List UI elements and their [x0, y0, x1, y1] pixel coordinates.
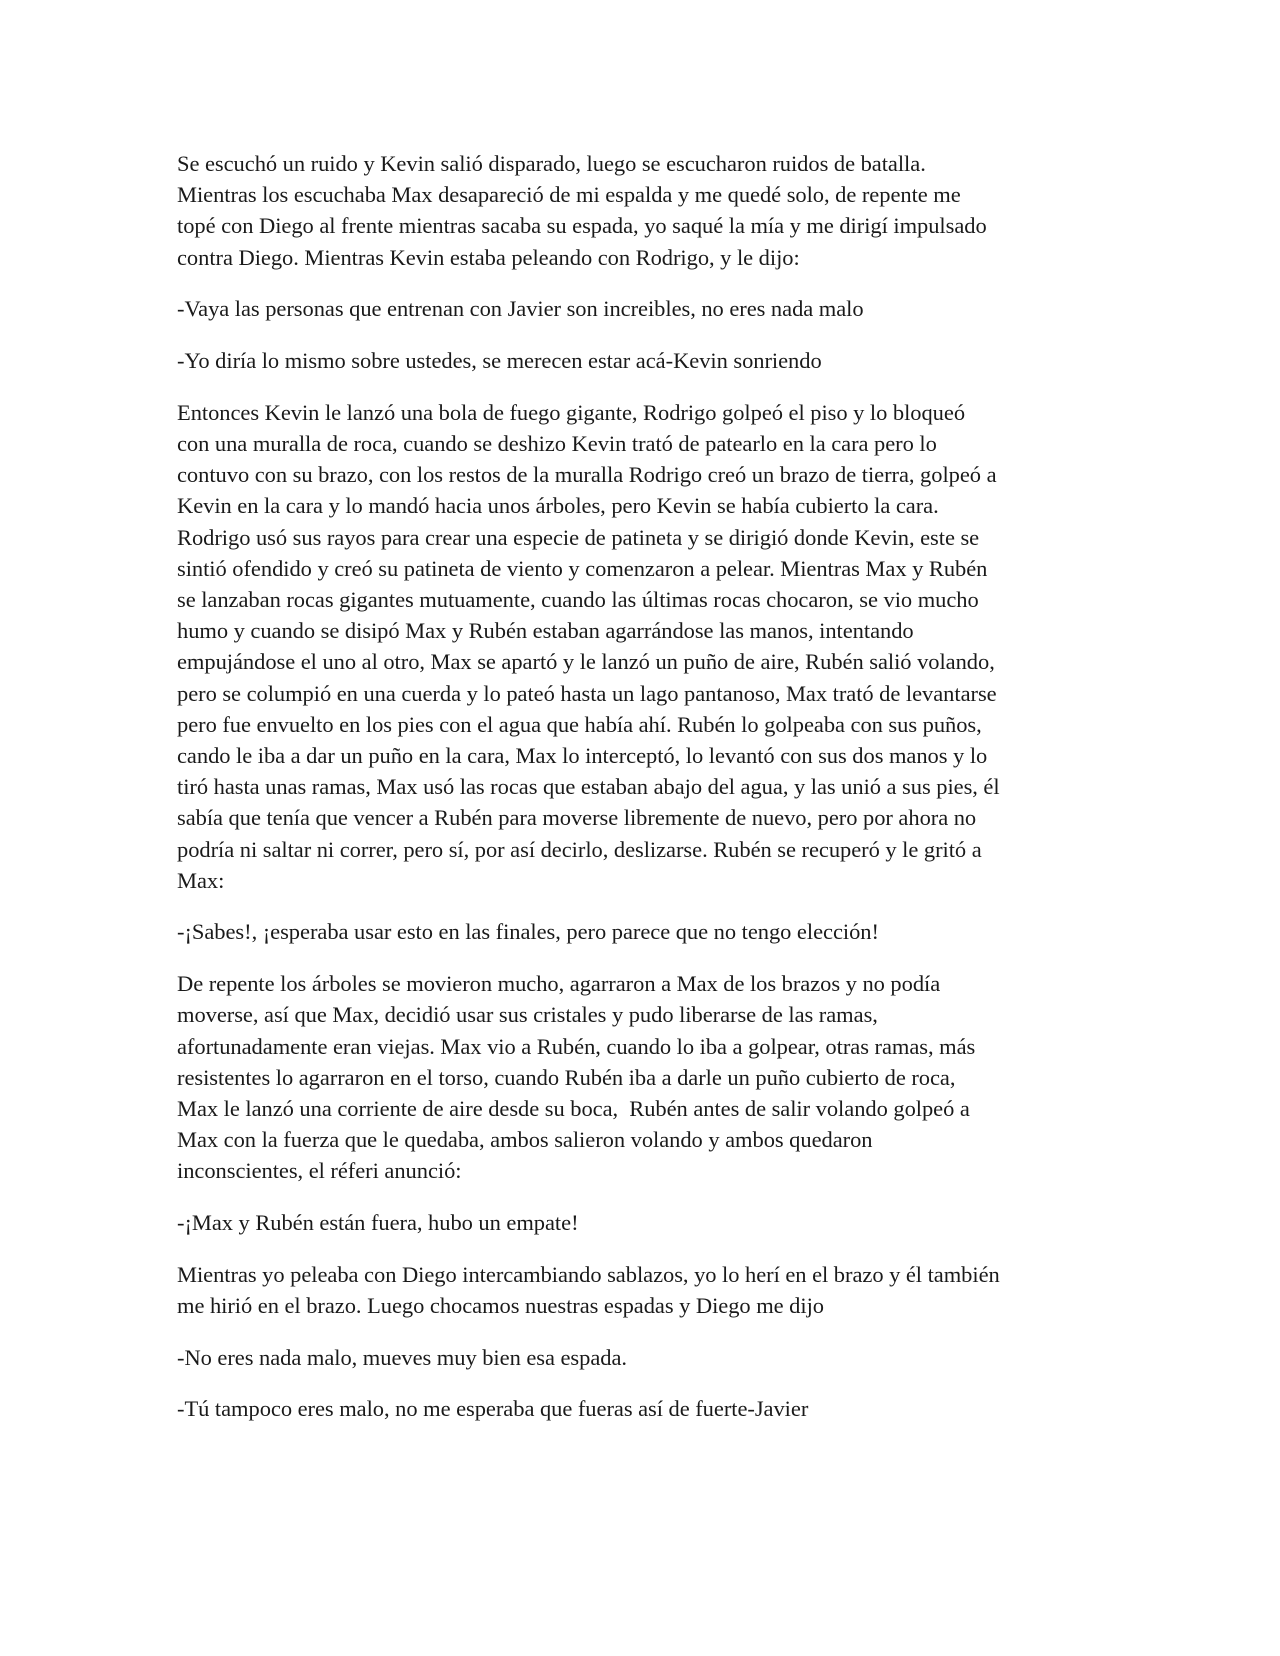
text-line: resistentes lo agarraron en el torso, cuando Rubén iba a darle un puño cubierto de roca,: [177, 1064, 956, 1090]
text-line: se lanzaban rocas gigantes mutuamente, cuando las últimas rocas chocaron, se vio mucho: [177, 586, 979, 612]
paragraph-dialogue: [177, 1207, 1117, 1238]
text-line: Max le lanzó una corriente de aire desde su boca, Rubén antes de salir volando golpeó a: [177, 1095, 970, 1121]
paragraph-narrative: [177, 1259, 1117, 1321]
text-line: afortunadamente eran viejas. Max vio a Rubén, cuando lo iba a golpear, otras ramas, más: [177, 1033, 976, 1059]
text-line: tiró hasta unas ramas, Max usó las rocas que estaban abajo del agua, y las unió a sus pies, él: [177, 774, 1000, 800]
text-line: Entonces Kevin le lanzó una bola de fuego gigante, Rodrigo golpeó el piso y lo bloqueó: [177, 399, 966, 425]
text-line: De repente los árboles se movieron mucho, agarraron a Max de los brazos y no podía: [177, 971, 941, 997]
text-line: pero fue envuelto en los pies con el agua que había ahí. Rubén lo golpeaba con sus puños,: [177, 711, 982, 737]
text-line: me hirió en el brazo. Luego chocamos nuestras espadas y Diego me dijo: [177, 1293, 824, 1318]
text-line: sabía que tenía que vencer a Rubén para moverse libremente de nuevo, pero por ahora no: [177, 805, 977, 831]
text-line: moverse, así que Max, decidió usar sus cristales y pudo liberarse de las ramas,: [177, 1002, 878, 1028]
text-line: con una muralla de roca, cuando se deshizo Kevin trató de patearlo en la cara pero lo: [177, 430, 937, 456]
text-line: podría ni saltar ni correr, pero sí, por así decirlo, deslizarse. Rubén se recuperó y le gritó a: [177, 836, 982, 862]
text-line: cando le iba a dar un puño en la cara, Max lo interceptó, lo levantó con sus dos manos y lo: [177, 742, 988, 768]
text-line: -Tú tampoco eres malo, no me esperaba que fueras así de fuerte-Javier: [177, 1396, 809, 1422]
text-line: Max:: [177, 867, 225, 893]
text-line: -¡Sabes!, ¡esperaba usar esto en las finales, pero parece que no tengo elección!: [177, 919, 879, 945]
text-line: -No eres nada malo, mueves muy bien esa espada.: [177, 1344, 627, 1370]
paragraph-narrative: [177, 968, 1117, 1186]
paragraph-dialogue: [177, 345, 1117, 376]
text-line: sintió ofendido y creó su patineta de viento y comenzaron a pelear. Mientras Max y Rubén: [177, 555, 988, 581]
paragraph-dialogue: [177, 916, 1117, 947]
paragraph-narrative: [177, 397, 1117, 896]
paragraph-dialogue: [177, 1342, 1117, 1373]
text-line: -¡Max y Rubén están fuera, hubo un empate!: [177, 1210, 579, 1236]
paragraph-dialogue: [177, 293, 1117, 324]
text-line: -Yo diría lo mismo sobre ustedes, se merecen estar acá-Kevin sonriendo: [177, 348, 822, 374]
text-line: pero se columpió en una cuerda y lo pateó hasta un lago pantanoso, Max trató de levantarse: [177, 680, 997, 706]
text-line: empujándose el uno al otro, Max se apartó y le lanzó un puño de aire, Rubén salió volando,: [177, 649, 995, 675]
text-line: Mientras los escuchaba Max desapareció de mi espalda y me quedé solo, de repente me: [177, 182, 961, 208]
paragraph-dialogue: [177, 1393, 1117, 1424]
text-line: Max con la fuerza que le quedaba, ambos salieron volando y ambos quedaron: [177, 1127, 873, 1153]
text-line: topé con Diego al frente mientras sacaba su espada, yo saqué la mía y me dirigí impulsado: [177, 213, 987, 239]
paragraph-narrative: [177, 148, 1117, 273]
text-line: humo y cuando se disipó Max y Rubén estaban agarrándose las manos, intentando: [177, 618, 914, 644]
text-line: Rodrigo usó sus rayos para crear una especie de patineta y se dirigió donde Kevin, este se: [177, 524, 980, 550]
text-line: Mientras yo peleaba con Diego intercambiando sablazos, yo lo herí en el brazo y él también: [177, 1261, 1000, 1287]
text-line: -Vaya las personas que entrenan con Javier son increibles, no eres nada malo: [177, 296, 864, 322]
document-body: [177, 148, 1117, 1445]
text-line: contuvo con su brazo, con los restos de la muralla Rodrigo creó un brazo de tierra, golpeó a: [177, 462, 997, 488]
text-line: Kevin en la cara y lo mandó hacia unos árboles, pero Kevin se había cubierto la cara.: [177, 493, 939, 519]
text-line: Se escuchó un ruido y Kevin salió disparado, luego se escucharon ruidos de batalla.: [177, 151, 926, 176]
text-line: inconscientes, el réferi anunció:: [177, 1158, 462, 1184]
text-line: contra Diego. Mientras Kevin estaba peleando con Rodrigo, y le dijo:: [177, 244, 800, 270]
